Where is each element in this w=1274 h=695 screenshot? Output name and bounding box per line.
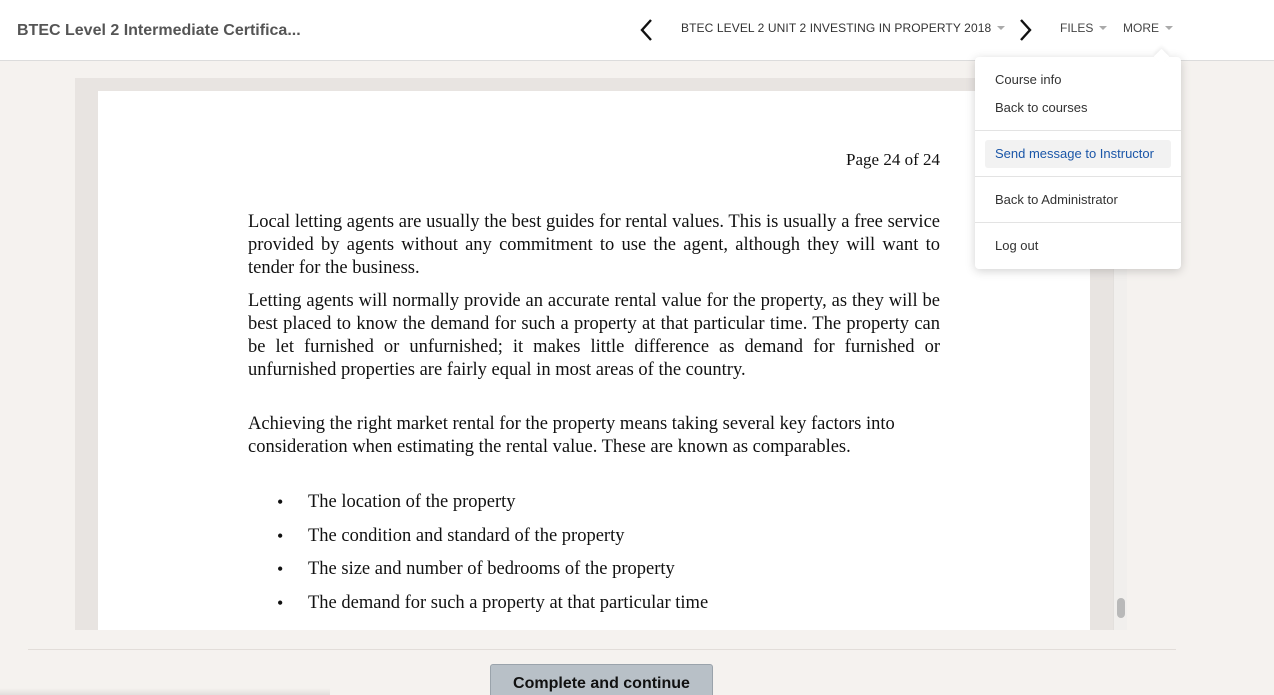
menu-item-send-message[interactable]: Send message to Instructor xyxy=(985,140,1171,168)
more-menu[interactable] xyxy=(1123,21,1173,35)
caret-down-icon xyxy=(997,26,1005,30)
files-label: FILES xyxy=(1060,21,1094,35)
menu-divider xyxy=(975,130,1181,131)
lesson-selector[interactable] xyxy=(681,21,1005,35)
course-title[interactable]: BTEC Level 2 Intermediate Certifica... xyxy=(17,22,301,39)
viewer-scrollbar-thumb[interactable] xyxy=(1117,598,1125,618)
lesson-title: BTEC LEVEL 2 UNIT 2 INVESTING IN PROPERTY 2018 xyxy=(681,21,992,35)
list-item: • The location of the property xyxy=(248,491,708,525)
more-label: MORE xyxy=(1123,21,1159,35)
menu-divider xyxy=(975,176,1181,177)
files-menu[interactable] xyxy=(1060,21,1107,35)
page-number: Page 24 of 24 xyxy=(846,150,940,169)
more-dropdown-menu xyxy=(975,57,1181,269)
caret-down-icon xyxy=(1165,26,1173,30)
document-page xyxy=(98,91,1090,630)
chevron-right-icon xyxy=(1013,16,1037,44)
menu-item-log-out[interactable]: Log out xyxy=(995,238,1039,253)
list-item: • The size and number of bedrooms of the property xyxy=(248,558,708,592)
list-item: • The condition and standard of the property xyxy=(248,525,708,559)
menu-divider xyxy=(975,222,1181,223)
menu-item-back-to-courses[interactable]: Back to courses xyxy=(995,100,1088,115)
top-bar xyxy=(0,0,1274,61)
menu-item-back-to-administrator[interactable]: Back to Administrator xyxy=(995,192,1118,207)
paragraph: Letting agents will normally provide an accurate rental value for the property, as they will be best placed to know the demand for such a property at that particular time. The property can be let furnished or unfurnished; it makes little difference as demand for furnished or unfurnished properties are fairly equal in most areas of the country. xyxy=(248,291,940,380)
menu-item-course-info[interactable]: Course info xyxy=(995,72,1062,87)
chevron-left-icon xyxy=(635,16,659,44)
list-item: • The demand for such a property at that particular time xyxy=(248,592,708,626)
comparables-list xyxy=(248,491,708,625)
next-lesson-button[interactable] xyxy=(1013,16,1037,44)
bottom-shadow xyxy=(0,688,330,695)
footer-divider xyxy=(28,649,1176,650)
paragraph: Achieving the right market rental for the property means taking several key factors into consideration when estimating the rental value. These are known as comparables. xyxy=(248,414,895,457)
caret-down-icon xyxy=(1099,26,1107,30)
previous-lesson-button[interactable] xyxy=(635,16,659,44)
paragraph: Local letting agents are usually the best guides for rental values. This is usually a free service provided by agents without any commitment to use the agent, although they will want to tender for the business. xyxy=(248,212,940,278)
complete-and-continue-button[interactable]: Complete and continue xyxy=(490,664,713,695)
